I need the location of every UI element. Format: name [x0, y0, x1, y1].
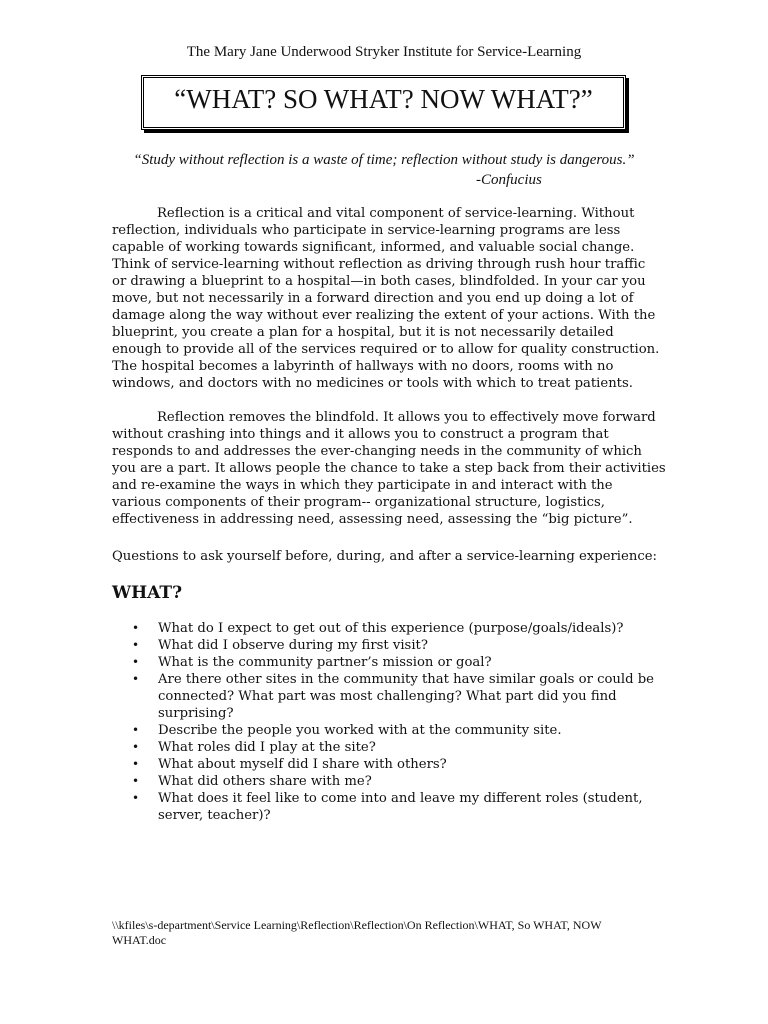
page-title: “WHAT? SO WHAT? NOW WHAT?” — [174, 84, 593, 114]
paragraph-line: and re-examine the ways in which they participate in and interact with the — [112, 478, 613, 493]
bullet-icon: • — [132, 740, 140, 754]
paragraph-line: Reflection removes the blindfold. It allows you to effectively move forward — [157, 410, 656, 425]
list-item — [132, 654, 652, 671]
list-item-line: connected? What part was most challenging? What part did you find — [158, 689, 617, 704]
list-item-line: What do I expect to get out of this experience (purpose/goals/ideals)? — [158, 621, 624, 636]
bullet-icon: • — [132, 655, 140, 669]
question-list — [132, 620, 652, 824]
list-item-line: What did I observe during my first visit? — [158, 638, 428, 653]
paragraph-line: blueprint, you create a plan for a hospital, but it is not necessarily detailed — [112, 325, 614, 340]
bullet-icon: • — [132, 638, 140, 652]
paragraph-blindfold — [112, 409, 666, 528]
paragraph-line: responds to and addresses the ever-changing needs in the community of which — [112, 444, 642, 459]
list-item — [132, 671, 652, 722]
paragraph-line: windows, and doctors with no medicines or tools with which to treat patients. — [112, 376, 633, 391]
list-item-line: What about myself did I share with others? — [158, 757, 447, 772]
paragraph-line: you are a part. It allows people the chance to take a step back from their activities — [112, 461, 666, 476]
paragraph-line: The hospital becomes a labyrinth of hallways with no doors, rooms with no — [112, 359, 614, 374]
list-item — [132, 756, 652, 773]
paragraph-line: reflection, individuals who participate in service-learning programs are less — [112, 223, 621, 238]
paragraph-line: Reflection is a critical and vital component of service-learning. Without — [157, 206, 635, 221]
paragraph-line: or drawing a blueprint to a hospital—in both cases, blindfolded. In your car you — [112, 274, 646, 289]
bullet-icon: • — [132, 723, 140, 737]
paragraph-line: various components of their program-- organizational structure, logistics, — [112, 495, 605, 510]
paragraph-line: capable of working towards significant, informed, and valuable social change. — [112, 240, 635, 255]
list-item-line: server, teacher)? — [158, 808, 271, 823]
bullet-icon: • — [132, 774, 140, 788]
list-item — [132, 773, 652, 790]
footer-line: WHAT.doc — [112, 933, 167, 947]
paragraph-questions-intro — [112, 548, 657, 565]
bullet-icon: • — [132, 672, 140, 686]
paragraph-line: effectiveness in addressing need, assessing need, assessing the “big picture”. — [112, 512, 633, 527]
list-item — [132, 620, 652, 637]
list-item-line: What roles did I play at the site? — [158, 740, 376, 755]
list-item-line: What does it feel like to come into and leave my different roles (student, — [158, 791, 643, 806]
paragraph-line: Think of service-learning without reflection as driving through rush hour traffic — [112, 257, 646, 272]
list-item-line: Are there other sites in the community that have similar goals or could be — [158, 672, 654, 687]
epigraph-attribution: -Confucius — [476, 172, 542, 188]
paragraph-line: without crashing into things and it allows you to construct a program that — [112, 427, 609, 442]
paragraph-line: Questions to ask yourself before, during, and after a service-learning experience: — [112, 549, 657, 564]
list-item-line: Describe the people you worked with at the community site. — [158, 723, 562, 738]
list-item-line: What is the community partner’s mission or goal? — [158, 655, 492, 670]
file-path-footer — [112, 918, 657, 948]
bullet-icon: • — [132, 621, 140, 635]
footer-line: \\kfiles\s-department\Service Learning\Reflection\Reflection\On Reflection\WHAT, So WHAT, NOW — [112, 918, 602, 932]
epigraph-quote: “Study without reflection is a waste of time; reflection without study is dangerous.” — [133, 152, 635, 168]
list-item — [132, 739, 652, 756]
institute-header: The Mary Jane Underwood Stryker Institute for Service-Learning — [186, 44, 582, 60]
bullet-icon: • — [132, 791, 140, 805]
list-item — [132, 722, 652, 739]
paragraph-line: damage along the way without ever realizing the extent of your actions. With the — [112, 308, 656, 323]
paragraph-line: enough to provide all of the services required or to allow for quality construction. — [112, 342, 660, 357]
list-item-line: What did others share with me? — [158, 774, 372, 789]
section-heading-what: WHAT? — [112, 583, 183, 603]
paragraph-intro — [112, 205, 660, 392]
paragraph-line: move, but not necessarily in a forward direction and you end up doing a lot of — [112, 291, 634, 306]
list-item-line: surprising? — [158, 706, 234, 721]
bullet-icon: • — [132, 757, 140, 771]
list-item — [132, 790, 652, 824]
list-item — [132, 637, 652, 654]
